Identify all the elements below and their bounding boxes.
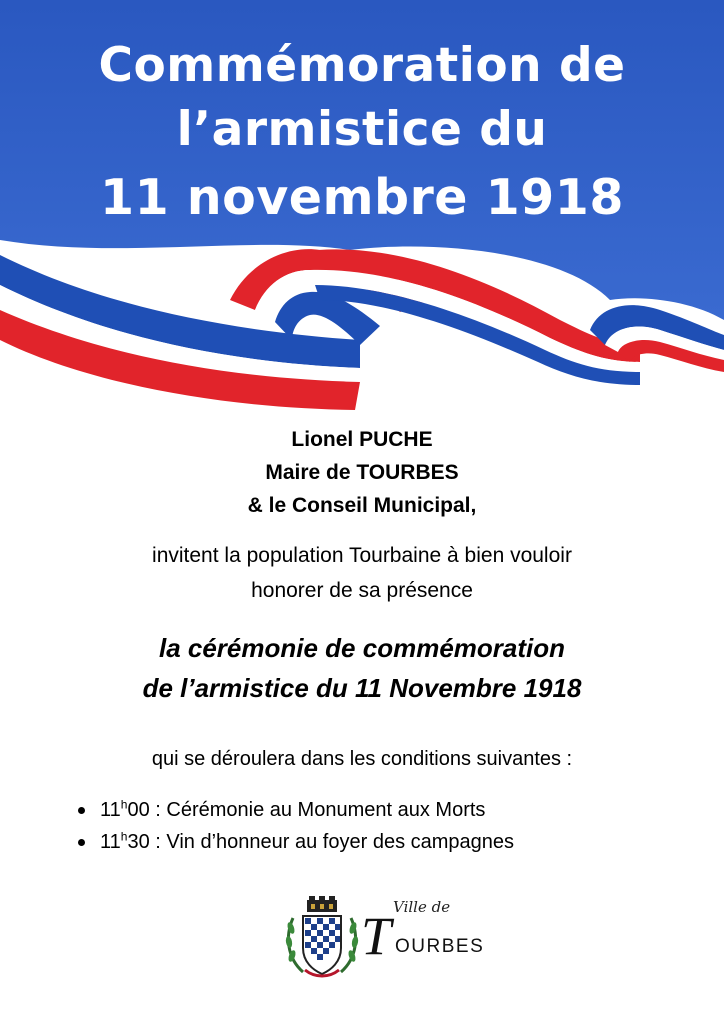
host-block bbox=[0, 423, 724, 522]
invitation-line-1: invitent la population Tourbaine à bien vouloir bbox=[152, 544, 572, 567]
invitation-text bbox=[0, 538, 724, 608]
schedule-hour: 11 bbox=[100, 799, 121, 821]
schedule-minutes: 30 bbox=[127, 831, 150, 853]
schedule-text: : Cérémonie au Monument aux Morts bbox=[149, 799, 486, 821]
ceremony-line-2: de l’armistice du 11 Novembre 1918 bbox=[142, 673, 582, 703]
schedule-item bbox=[78, 794, 698, 826]
town-logo bbox=[283, 896, 493, 986]
schedule-hour-unit: h bbox=[120, 797, 128, 812]
council-line: & le Conseil Municipal, bbox=[247, 494, 477, 517]
title-line-1: Commémoration de bbox=[98, 38, 626, 93]
invitation-line-2: honorer de sa présence bbox=[251, 579, 473, 602]
schedule-text: : Vin d’honneur au foyer des campagnes bbox=[149, 831, 515, 853]
poster-title bbox=[0, 34, 724, 230]
schedule-hour-unit: h bbox=[120, 829, 128, 844]
coat-of-arms-icon bbox=[283, 896, 361, 980]
schedule-list bbox=[78, 794, 698, 858]
ceremony-heading bbox=[0, 628, 724, 708]
mayor-name: Lionel PUCHE bbox=[291, 428, 433, 451]
logo-town-initial: T bbox=[361, 906, 392, 966]
schedule-minutes: 00 bbox=[127, 799, 150, 821]
title-line-2: l’armistice du bbox=[176, 102, 548, 157]
schedule-hour: 11 bbox=[100, 831, 121, 853]
logo-ville-de: Ville de bbox=[393, 898, 451, 916]
conditions-intro: qui se déroulera dans les conditions suivantes : bbox=[151, 748, 573, 770]
title-line-3: 11 novembre 1918 bbox=[100, 169, 624, 226]
logo-town-name: OURBES bbox=[395, 936, 485, 957]
schedule-item bbox=[78, 826, 698, 858]
mayor-role: Maire de TOURBES bbox=[265, 461, 459, 484]
ceremony-line-1: la cérémonie de commémoration bbox=[158, 633, 566, 663]
